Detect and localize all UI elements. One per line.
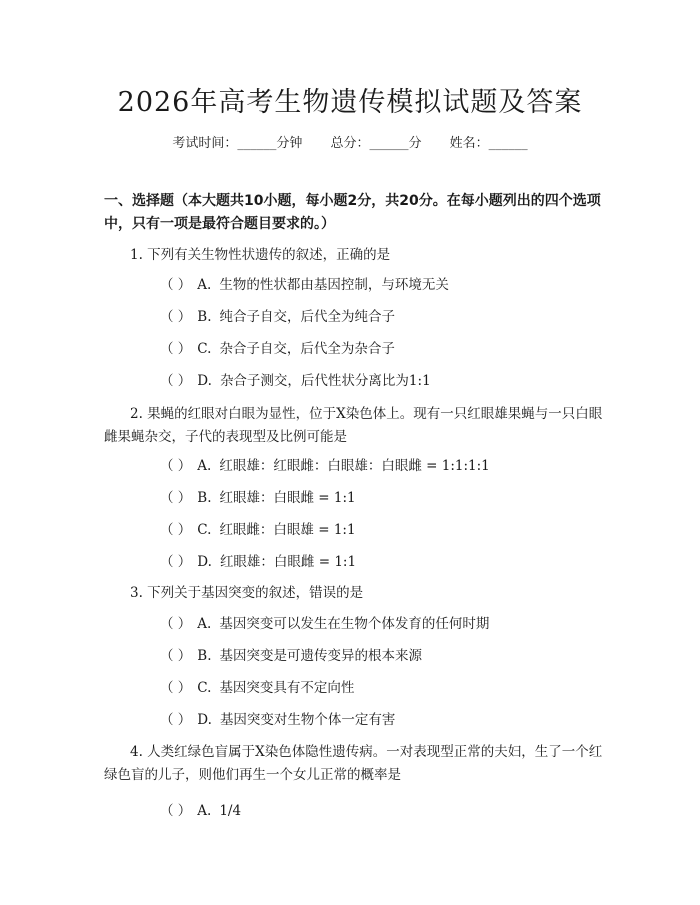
question-option [160,275,600,295]
question-option [160,710,600,730]
answer-bracket: （ ） [160,522,192,538]
option-text: 杂合子测交，后代性状分离比为1:1 [219,373,431,389]
option-text: 生物的性状都由基因控制，与环境无关 [219,277,449,293]
answer-bracket: （ ） [160,458,192,474]
option-text: 1/4 [219,803,242,819]
answer-bracket: （ ） [160,490,192,506]
option-text: 红眼雄：白眼雌 = 1:1 [219,490,356,506]
question-option [160,520,600,540]
option-text: 红眼雌：白眼雄 = 1:1 [219,522,356,538]
exam-score-field: 总分：______分 [330,136,422,151]
page-title: 2026年高考生物遗传模拟试题及答案 [117,87,583,118]
answer-bracket: （ ） [160,309,192,325]
option-letter: D. [197,712,212,728]
option-text: 红眼雄：白眼雌 = 1:1 [219,554,357,570]
answer-bracket: （ ） [160,712,192,728]
question-option [160,488,600,508]
option-text: 纯合子自交，后代全为纯合子 [219,309,396,325]
option-text: 杂合子自交，后代全为杂合子 [219,341,395,357]
option-letter: D. [197,554,212,570]
option-letter: C. [197,680,212,696]
answer-bracket: （ ） [160,648,192,664]
option-text: 基因突变具有不定向性 [219,680,355,696]
question-option [160,339,600,359]
option-letter: A. [197,803,212,819]
question-option [160,801,600,821]
option-letter: A. [197,458,212,474]
answer-bracket: （ ） [160,554,192,570]
option-letter: A. [197,616,212,632]
option-letter: B. [197,309,212,325]
answer-bracket: （ ） [160,341,192,357]
answer-bracket: （ ） [160,373,192,389]
answer-bracket: （ ） [160,803,192,819]
option-text: 红眼雄：红眼雌：白眼雄：白眼雌 = 1:1:1:1 [219,458,490,474]
question-stem: 2. 果蝇的红眼对白眼为显性，位于X染色体上。现有一只红眼雄果蝇与一只白眼雌果蝇杂交，子代的表现型及比例可能是 [104,406,603,445]
option-text: 基因突变可以发生在生物个体发育的任何时期 [219,616,490,632]
option-text: 基因突变对生物个体一定有害 [219,712,396,728]
question-option [160,552,600,572]
question-option [160,614,600,634]
option-text: 基因突变是可遗传变异的根本来源 [219,648,423,664]
question-option [160,371,600,391]
question-option [160,456,600,476]
option-letter: B. [197,648,212,664]
section-heading: 一、选择题（本大题共10小题，每小题2分，共20分。在每小题列出的四个选项中，只有一项是最符合题目要求的。） [104,193,601,232]
question-stem: 3. 下列关于基因突变的叙述，错误的是 [130,585,364,601]
exam-meta [0,132,700,151]
option-letter: C. [197,341,212,357]
question-option [160,678,600,698]
exam-name-field: 姓名：______ [449,136,528,151]
option-letter: C. [197,522,212,538]
question-option [160,307,600,327]
answer-bracket: （ ） [160,277,192,293]
question-stem: 4. 人类红绿色盲属于X染色体隐性遗传病。一对表现型正常的夫妇，生了一个红绿色盲的儿子，则他们再生一个女儿正常的概率是 [104,744,603,783]
question-stem: 1. 下列有关生物性状遗传的叙述，正确的是 [130,247,391,263]
exam-time-field: 考试时间：______分钟 [172,136,303,151]
option-letter: A. [197,277,212,293]
question-option [160,646,600,666]
option-letter: D. [197,373,212,389]
answer-bracket: （ ） [160,680,192,696]
answer-bracket: （ ） [160,616,192,632]
option-letter: B. [197,490,212,506]
